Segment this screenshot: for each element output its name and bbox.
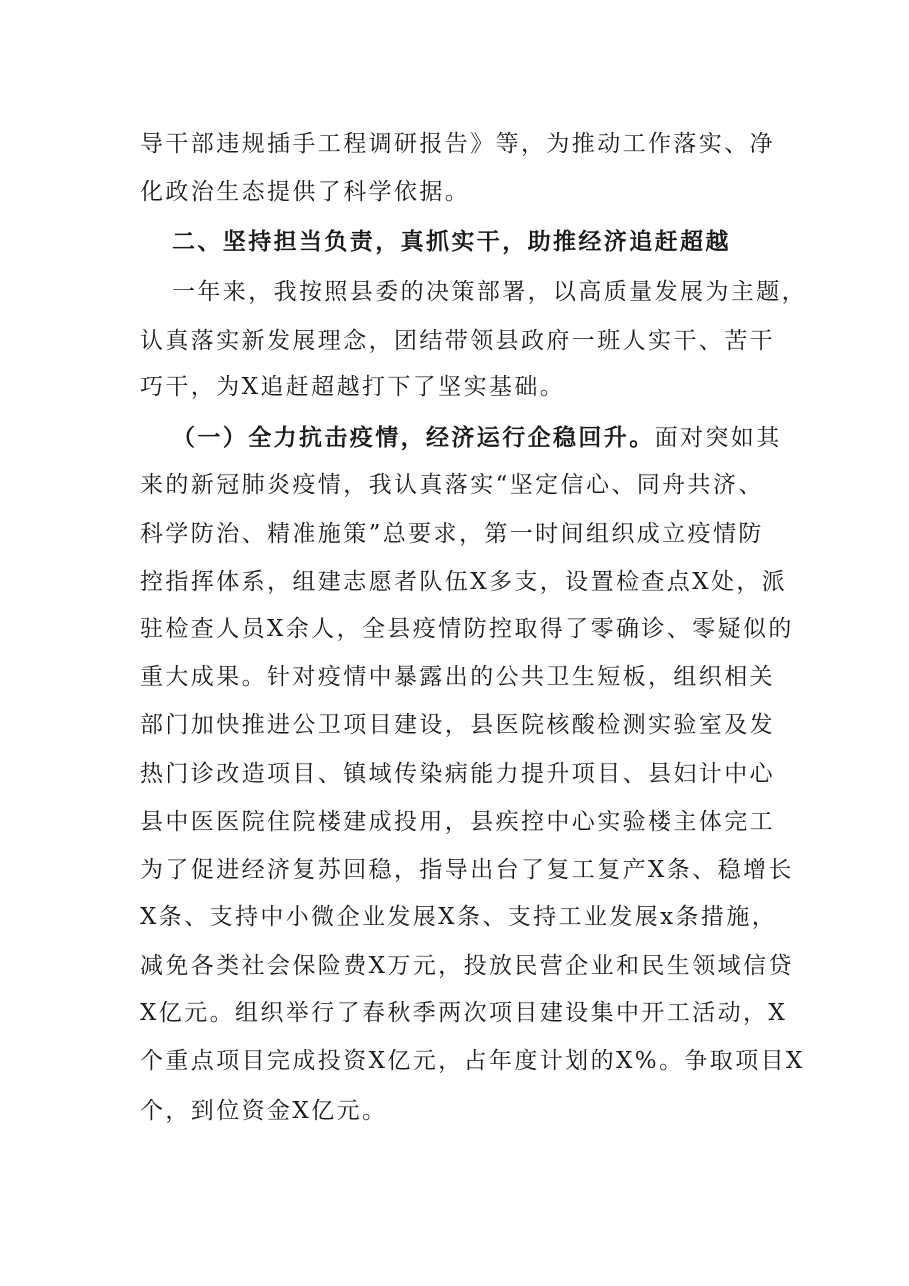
- body-text-line: X亿元。组织举行了春秋季两次项目建设集中开工活动，X: [140, 1000, 788, 1026]
- body-text-line: 巧干，为X追赶超越打下了坚实基础。: [140, 374, 566, 400]
- body-text-line: 个重点项目完成投资X亿元，占年度计划的X%。争取项目X: [140, 1048, 805, 1074]
- body-text-run: 面对突如其: [654, 425, 782, 451]
- body-text-line: 驻检查人员X余人，全县疫情防控取得了零确诊、零疑似的: [140, 616, 794, 642]
- body-text-line: 认真落实新发展理念，团结带领县政府一班人实干、苦干: [140, 328, 775, 354]
- body-text-line: 减免各类社会保险费X万元，投放民营企业和民生领域信贷: [140, 953, 794, 979]
- body-text-line: X条、支持中小微企业发展X条、支持工业发展x条措施，: [140, 904, 778, 930]
- body-text-line: 一年来，我按照县委的决策部署，以高质量发展为主题，: [172, 279, 807, 305]
- body-text-line: 热门诊改造项目、镇域传染病能力提升项目、县妇计中心: [140, 761, 775, 787]
- subsection-paragraph-start: [172, 424, 780, 452]
- body-text-line: 来的新冠肺炎疫情，我认真落实“坚定信心、同舟共济、: [140, 472, 764, 498]
- body-text-line: 导干部违规插手工程调研报告》等，为推动工作落实、净: [140, 131, 775, 157]
- body-text-line: 个，到位资金X亿元。: [140, 1098, 388, 1124]
- body-text-line: 重大成果。针对疫情中暴露出的公共卫生短板，组织相关: [140, 664, 775, 690]
- body-text-line: 县中医医院住院楼建成投用，县疾控中心实验楼主体完工: [140, 809, 775, 835]
- body-text-line: 控指挥体系，组建志愿者队伍X多支，设置检查点X处，派: [140, 569, 788, 595]
- body-text-line: 科学防治、精准施策”总要求，第一时间组织成立疫情防: [140, 521, 764, 547]
- section-heading: 二、坚持担当负责，真抓实干，助推经济追赶超越: [172, 228, 731, 255]
- body-text-line: 部门加快推进公卫项目建设，县医院核酸检测实验室及发: [140, 712, 775, 738]
- body-text-line: 化政治生态提供了科学依据。: [140, 179, 471, 205]
- subsection-heading: （一）全力抗击疫情，经济运行企稳回升。: [172, 424, 655, 451]
- body-text-line: 为了促进经济复苏回稳，指导出台了复工复产X条、稳增长: [140, 857, 794, 883]
